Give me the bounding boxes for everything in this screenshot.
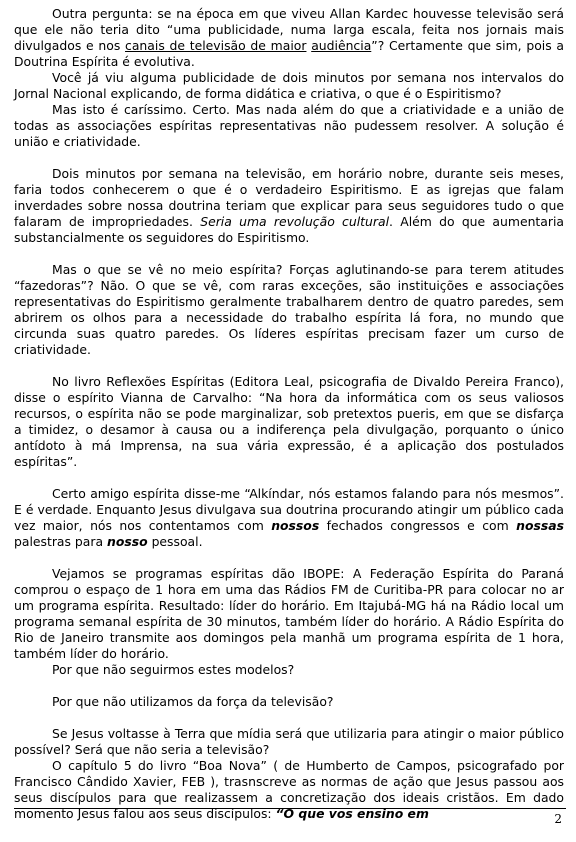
paragraph-cost: Mas isto é caríssimo. Certo. Mas nada além do que a criatividade e a união de todas as associações espíritas representativas não pudessem resolver. A solução é união e criatividade. bbox=[14, 102, 564, 149]
paragraph-boa-nova: O capítulo 5 do livro “Boa Nova” ( de Humberto de Campos, psicografado por Francisco Cândido Xavier, FEB ), trasnscreve as normas de ação que Jesus passou aos seus discípulos para que realizassem a concretização dos ideais cristãos. Em dado momento Jesus falou aos seus discípulos: “O que vos ensino em bbox=[14, 758, 564, 821]
paragraph-meio-espirita: Mas o que se vê no meio espírita? Forças aglutinando-se para terem atitudes “fazedoras”? Não. O que se vê, com raras exceções, são instituições e associações representativas do Espiritismo geralmente trabalharem dentro de quatro paredes, sem abrirem os olhos para a necessidade do trabalho espírita lá fora, no mundo que circunda suas quatro paredes. Os líderes espíritas precisam fazer um curso de criatividade. bbox=[14, 262, 564, 357]
paragraph-kardec-question: Outra pergunta: se na época em que viveu Allan Kardec houvesse televisão será que ele não teria dito “uma publicidade, numa larga escala, feita nos jornais mais divulgados e nos canais de televisão de maior audiência”? Certamente que sim, pois a Doutrina Espírita é evolutiva. bbox=[14, 6, 564, 69]
footer-divider bbox=[14, 808, 566, 809]
underlined-phrase: canais de televisão de maior bbox=[125, 38, 307, 53]
paragraph-question-models: Por que não seguirmos estes modelos? bbox=[52, 662, 295, 677]
underlined-word: audiência bbox=[311, 38, 372, 53]
document-body bbox=[14, 6, 564, 822]
paragraph-jornal-nacional: Você já viu alguma publicidade de dois minutos por semana nos intervalos do Jornal Nacional explicando, de forma didática e criativa, o que é o Espiritismo? bbox=[14, 70, 564, 101]
paragraph-two-minutes: Dois minutos por semana na televisão, em horário nobre, durante seis meses, faria todos conhecerem o que é o verdadeiro Espiritismo. E as igrejas que falam inverdades sobre nossa doutrina teriam que explicar para seus seguidores tudo o que falaram de impropriedades. Seria uma revolução cultural. Além do que aumentaria substancialmente os seguidores do Espiritismo. bbox=[14, 166, 565, 245]
paragraph-reflexoes-espiritas: No livro Reflexões Espíritas (Editora Leal, psicografia de Divaldo Pereira Franco), disse o espírito Vianna de Carvalho: “Na hora da informática com os seus valiosos recursos, o espírita não se pode marginalizar, sob pretextos pueris, em que se disfarça a timidez, o desamor à causa ou a indiferença pela divulgação, porquanto o único antídoto à má Imprensa, na sua vária expressão, é a aplicação dos postulados espíritas”. bbox=[14, 374, 564, 469]
paragraph-amigo-espirita: Certo amigo espírita disse-me “Alkíndar, nós estamos falando para nós mesmos”. E é verdade. Enquanto Jesus divulgava sua doutrina procurando atingir um público cada vez maior, nós nos contentamos com nossos fechados congressos e com nossas palestras para nosso pessoal. bbox=[14, 486, 564, 549]
emphasis-nosso: nosso bbox=[107, 534, 148, 549]
emphasis-nossas: nossas bbox=[516, 518, 564, 533]
quote-start: “O que vos ensino em bbox=[275, 806, 429, 821]
paragraph-question-television: Por que não utilizamos da força da televisão? bbox=[52, 694, 334, 709]
paragraph-ibope: Vejamos se programas espíritas dão IBOPE: A Federação Espírita do Paraná comprou o espaço de 1 hora em uma das Rádios FM de Curitiba-PR para colocar no ar um programa espírita. Resultado: líder do horário. Em Itajubá-MG há na Rádio local um programa semanal espírita de 30 minutos, também líder do horário. A Rádio Espírita do Rio de Janeiro transmite aos domingos pela manhã um programa espírita de 1 hora, também líder do horário. bbox=[14, 566, 564, 661]
page-number: 2 bbox=[554, 812, 562, 826]
paragraph-jesus-media: Se Jesus voltasse à Terra que mídia será que utilizaria para atingir o maior público possível? Será que não seria a televisão? bbox=[14, 726, 564, 757]
emphasis-nossos: nossos bbox=[271, 518, 320, 533]
italic-phrase: Seria uma revolução cultural bbox=[200, 214, 390, 229]
